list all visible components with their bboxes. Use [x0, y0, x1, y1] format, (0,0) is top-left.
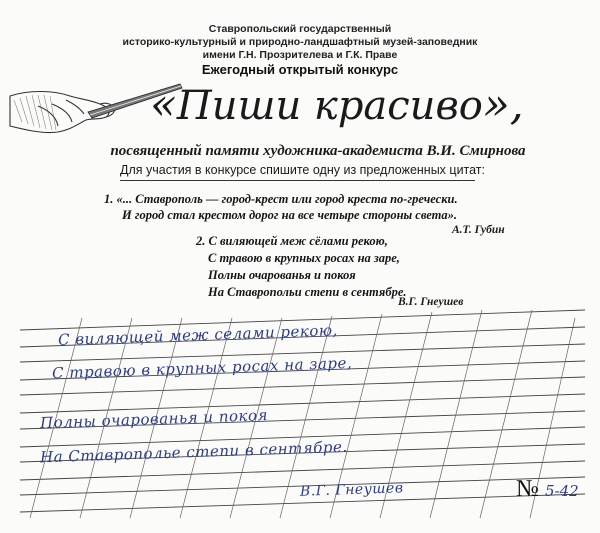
handwritten-signature: В.Г. Гнеушев: [299, 480, 404, 500]
entry-number: 5-42: [545, 482, 579, 500]
handwritten-line-4: На Ставрополье степи в сентябре.: [39, 437, 348, 467]
title-quote-close: »,: [482, 79, 524, 130]
museum-name-line-1: Ставропольский государственный: [208, 23, 392, 35]
contest-label: Ежегодный открытый конкурс: [201, 62, 399, 77]
quote-2-author: В.Г. Гнеушев: [398, 296, 464, 308]
handwritten-line-1: С виляющей меж селами рекою,: [57, 321, 339, 349]
quote-2-line-1: 2. С виляющей меж сёлами рекою,: [196, 234, 388, 248]
quote-1-line-1: 1. «... Ставрополь — город-крест или город креста по-гречески.: [104, 192, 458, 206]
dedication-line: посвященный памяти художника-академиста В.И. Смирнова: [110, 143, 526, 159]
museum-name-line-3: имени Г.Н. Прозрителева и Г.К. Праве: [202, 49, 398, 61]
museum-name-line-2: историко-культурный и природно-ландшафтный музей-заповедник: [122, 36, 478, 48]
quote-2-line-4: На Ставропольи степи в сентябре.: [208, 285, 407, 299]
entry-number-sign: №: [516, 476, 539, 502]
instruction-underline: [120, 180, 475, 181]
handwritten-line-2: С травою в крупных росах на заре,: [51, 353, 353, 383]
quote-2-line-3: Полны очарованья и покоя: [208, 268, 356, 282]
title-quote-open: «: [150, 79, 177, 130]
title-text: Пиши красиво: [176, 83, 483, 129]
quote-2-line-2: С травою в крупных росах на заре,: [208, 251, 400, 265]
quote-1-line-2: И город стал крестом дорог на все четыре стороны света».: [122, 208, 458, 222]
quote-1-author: А.Т. Губин: [452, 224, 505, 236]
handwritten-line-3: Полны очарованья и покоя: [39, 406, 269, 432]
contest-title: [150, 79, 524, 131]
instruction-text: Для участия в конкурсе спишите одну из предложенных цитат:: [120, 163, 486, 177]
